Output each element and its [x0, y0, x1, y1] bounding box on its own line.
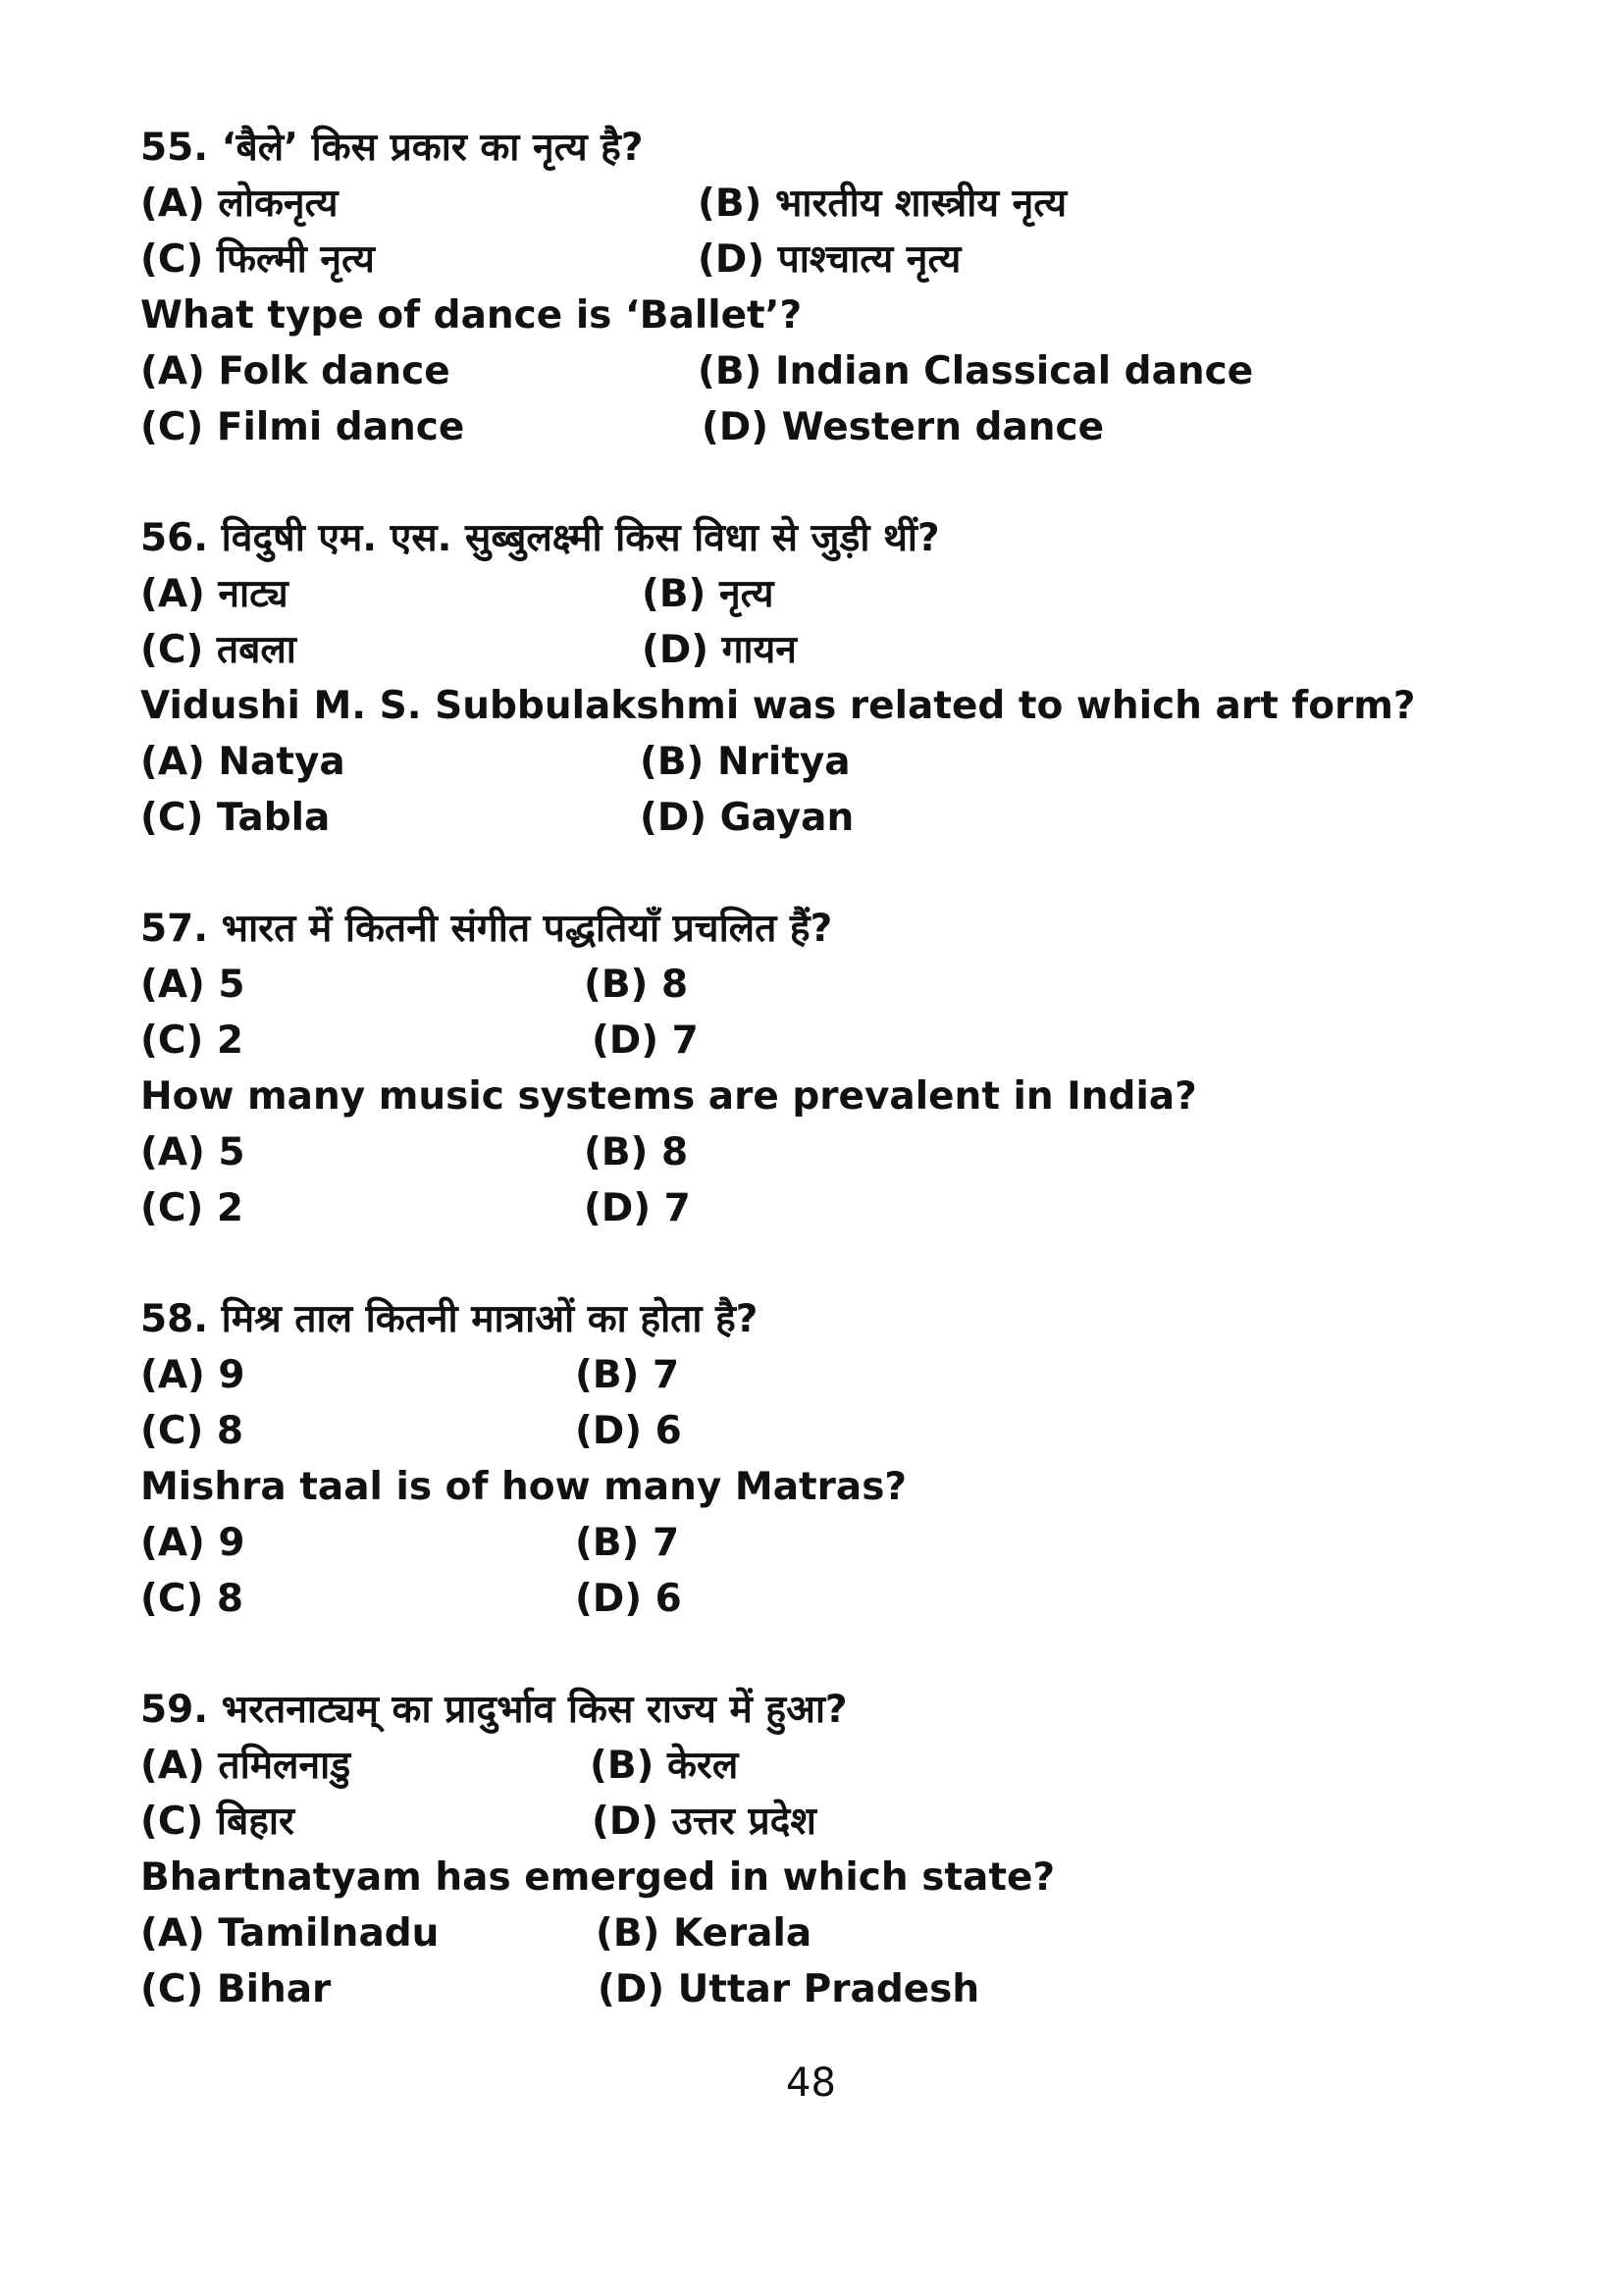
option-a-english: (A) 9 — [140, 1521, 245, 1565]
option-a-hindi: (A) 9 — [140, 1353, 245, 1397]
options-row — [140, 1180, 1494, 1236]
option-d-hindi: (D) गायन — [642, 628, 797, 672]
option-c-english: (C) 2 — [140, 1186, 243, 1230]
option-b-hindi: (B) 8 — [584, 963, 689, 1007]
option-b-hindi: (B) केरल — [590, 1744, 739, 1788]
options-row — [140, 1013, 1494, 1069]
option-d-english: (D) 7 — [584, 1186, 691, 1230]
option-a-english: (A) Folk dance — [140, 349, 450, 393]
option-b-hindi: (B) भारतीय शास्त्रीय नृत्य — [698, 182, 1068, 226]
question-english: Bhartnatyam has emerged in which state? — [140, 1855, 1056, 1900]
question-block-59 — [140, 1682, 1494, 2017]
option-a-hindi: (A) तमिलनाडु — [140, 1744, 351, 1788]
options-row — [140, 1571, 1494, 1627]
option-a-hindi: (A) लोकनृत्य — [140, 182, 339, 226]
option-d-hindi: (D) उत्तर प्रदेश — [592, 1800, 816, 1844]
option-d-hindi: (D) 7 — [592, 1018, 699, 1063]
options-row — [140, 957, 1494, 1013]
question-hindi: 57. भारत में कितनी संगीत पद्धतियाँ प्रचलित हैं? — [140, 907, 833, 951]
options-row — [140, 343, 1494, 399]
options-row — [140, 176, 1494, 232]
option-c-hindi: (C) फिल्मी नृत्य — [140, 237, 375, 282]
options-row — [140, 566, 1494, 622]
question-hindi: 59. भरतनाट्यम् का प्रादुर्भाव किस राज्य में हुआ? — [140, 1688, 848, 1732]
option-b-english: (B) Indian Classical dance — [698, 349, 1254, 393]
option-b-english: (B) 7 — [575, 1521, 680, 1565]
question-hindi: 56. विदुषी एम. एस. सुब्बुलक्ष्मी किस विधा से जुड़ी थीं? — [140, 516, 940, 560]
question-english: How many music systems are prevalent in India? — [140, 1074, 1197, 1119]
option-b-hindi: (B) नृत्य — [642, 572, 774, 616]
option-a-english: (A) 5 — [140, 1130, 245, 1174]
option-d-hindi: (D) 6 — [575, 1409, 682, 1453]
option-d-hindi: (D) पाश्चात्य नृत्य — [698, 237, 962, 282]
option-b-english: (B) Kerala — [596, 1911, 812, 1956]
options-row — [140, 1403, 1494, 1459]
option-d-english: (D) Gayan — [640, 796, 855, 840]
question-block-55 — [140, 120, 1494, 455]
question-english: Vidushi M. S. Subbulakshmi was related to which art form? — [140, 684, 1416, 728]
options-row — [140, 1905, 1494, 1961]
question-english: What type of dance is ‘Ballet’? — [140, 293, 803, 338]
option-b-hindi: (B) 7 — [575, 1353, 680, 1397]
question-english: Mishra taal is of how many Matras? — [140, 1465, 908, 1509]
option-a-english: (A) Tamilnadu — [140, 1911, 440, 1956]
option-c-hindi: (C) 2 — [140, 1018, 243, 1063]
option-a-hindi: (A) 5 — [140, 963, 245, 1007]
option-c-hindi: (C) तबला — [140, 628, 296, 672]
options-row — [140, 232, 1494, 287]
question-hindi: 58. मिश्र ताल कितनी मात्राओं का होता है? — [140, 1297, 759, 1341]
options-row — [140, 399, 1494, 455]
option-b-english: (B) Nritya — [640, 740, 851, 784]
question-block-56 — [140, 510, 1494, 846]
page-number: 48 — [786, 2061, 836, 2106]
question-block-58 — [140, 1291, 1494, 1627]
options-row — [140, 790, 1494, 846]
option-c-english: (C) Filmi dance — [140, 405, 465, 449]
options-row — [140, 1124, 1494, 1180]
options-row — [140, 734, 1494, 790]
option-d-english: (D) Western dance — [702, 405, 1105, 449]
option-c-hindi: (C) 8 — [140, 1409, 243, 1453]
options-row — [140, 1794, 1494, 1850]
option-c-english: (C) Bihar — [140, 1967, 332, 2011]
option-a-hindi: (A) नाट्य — [140, 572, 288, 616]
question-block-57 — [140, 901, 1494, 1236]
options-row — [140, 622, 1494, 678]
option-c-english: (C) 8 — [140, 1577, 243, 1621]
options-row — [140, 1738, 1494, 1794]
option-a-english: (A) Natya — [140, 740, 345, 784]
option-d-english: (D) Uttar Pradesh — [598, 1967, 980, 2011]
option-b-english: (B) 8 — [584, 1130, 689, 1174]
option-c-hindi: (C) बिहार — [140, 1800, 294, 1844]
options-row — [140, 1347, 1494, 1403]
options-row — [140, 1961, 1494, 2017]
option-d-english: (D) 6 — [575, 1577, 682, 1621]
question-hindi: 55. ‘बैले’ किस प्रकार का नृत्य है? — [140, 126, 644, 170]
option-c-english: (C) Tabla — [140, 796, 331, 840]
options-row — [140, 1515, 1494, 1571]
